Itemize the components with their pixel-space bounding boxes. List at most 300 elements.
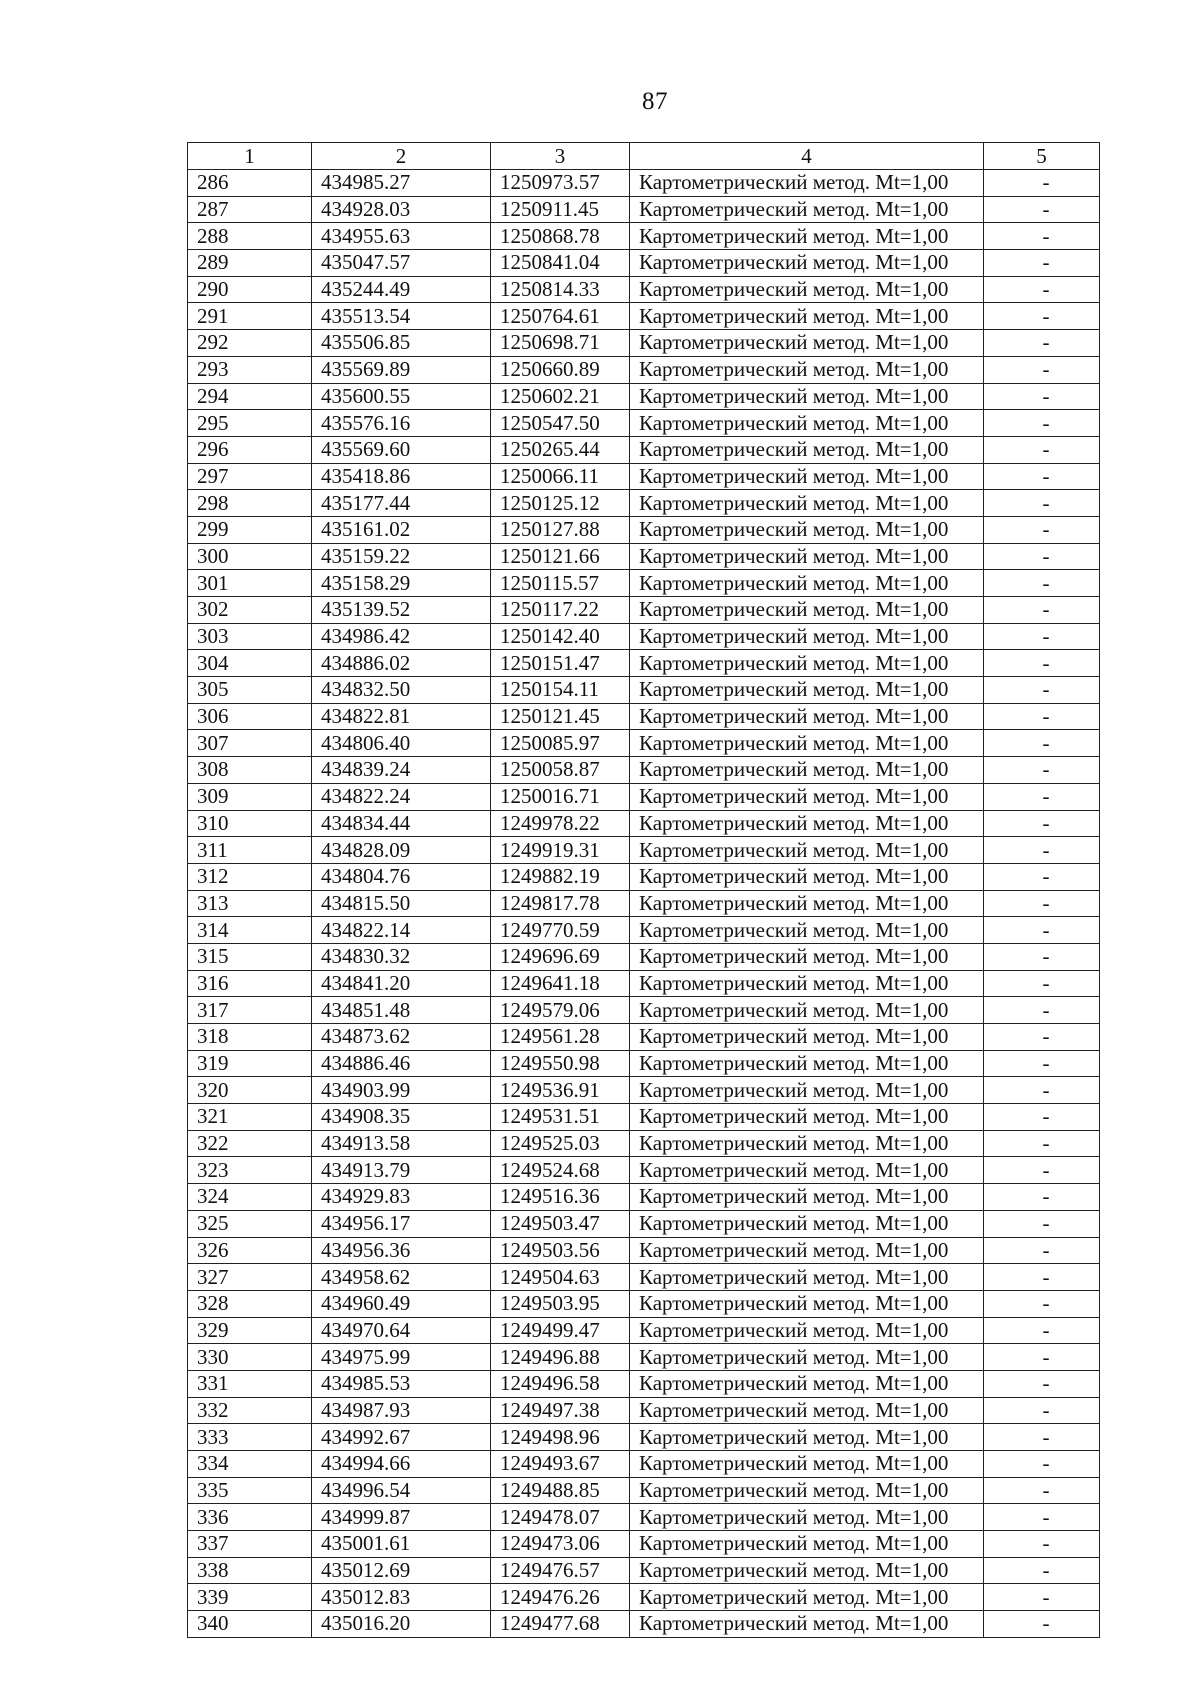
method-cell: Картометрический метод. Mt=1,00 bbox=[630, 1584, 984, 1611]
note-cell: - bbox=[984, 1050, 1100, 1077]
y-coordinate-cell: 1250764.61 bbox=[491, 303, 630, 330]
method-cell: Картометрический метод. Mt=1,00 bbox=[630, 1237, 984, 1264]
x-coordinate-cell: 435016.20 bbox=[312, 1611, 491, 1638]
point-number-cell: 289 bbox=[188, 250, 312, 277]
method-cell: Картометрический метод. Mt=1,00 bbox=[630, 730, 984, 757]
point-number-cell: 311 bbox=[188, 837, 312, 864]
y-coordinate-cell: 1249641.18 bbox=[491, 970, 630, 997]
point-number-cell: 318 bbox=[188, 1024, 312, 1051]
method-cell: Картометрический метод. Mt=1,00 bbox=[630, 196, 984, 223]
method-cell: Картометрический метод. Mt=1,00 bbox=[630, 276, 984, 303]
table-body bbox=[188, 170, 1100, 1638]
note-cell: - bbox=[984, 463, 1100, 490]
method-cell: Картометрический метод. Mt=1,00 bbox=[630, 1264, 984, 1291]
point-number-cell: 304 bbox=[188, 650, 312, 677]
x-coordinate-cell: 434975.99 bbox=[312, 1344, 491, 1371]
table-row bbox=[188, 463, 1100, 490]
point-number-cell: 296 bbox=[188, 436, 312, 463]
x-coordinate-cell: 435139.52 bbox=[312, 597, 491, 624]
x-coordinate-cell: 434996.54 bbox=[312, 1477, 491, 1504]
table-row bbox=[188, 1184, 1100, 1211]
y-coordinate-cell: 1249476.57 bbox=[491, 1557, 630, 1584]
point-number-cell: 293 bbox=[188, 356, 312, 383]
note-cell: - bbox=[984, 1077, 1100, 1104]
point-number-cell: 336 bbox=[188, 1504, 312, 1531]
y-coordinate-cell: 1249498.96 bbox=[491, 1424, 630, 1451]
method-cell: Картометрический метод. Mt=1,00 bbox=[630, 1210, 984, 1237]
y-coordinate-cell: 1249497.38 bbox=[491, 1397, 630, 1424]
x-coordinate-cell: 434992.67 bbox=[312, 1424, 491, 1451]
point-number-cell: 299 bbox=[188, 516, 312, 543]
x-coordinate-cell: 434830.32 bbox=[312, 943, 491, 970]
point-number-cell: 340 bbox=[188, 1611, 312, 1638]
x-coordinate-cell: 434822.24 bbox=[312, 783, 491, 810]
note-cell: - bbox=[984, 677, 1100, 704]
x-coordinate-cell: 435569.60 bbox=[312, 436, 491, 463]
point-number-cell: 309 bbox=[188, 783, 312, 810]
method-cell: Картометрический метод. Mt=1,00 bbox=[630, 837, 984, 864]
note-cell: - bbox=[984, 1397, 1100, 1424]
method-cell: Картометрический метод. Mt=1,00 bbox=[630, 356, 984, 383]
table-row bbox=[188, 196, 1100, 223]
table-row bbox=[188, 223, 1100, 250]
table-row bbox=[188, 410, 1100, 437]
point-number-cell: 288 bbox=[188, 223, 312, 250]
table-row bbox=[188, 250, 1100, 277]
point-number-cell: 334 bbox=[188, 1451, 312, 1478]
y-coordinate-cell: 1249770.59 bbox=[491, 917, 630, 944]
method-cell: Картометрический метод. Mt=1,00 bbox=[630, 997, 984, 1024]
y-coordinate-cell: 1249493.67 bbox=[491, 1451, 630, 1478]
y-coordinate-cell: 1249550.98 bbox=[491, 1050, 630, 1077]
note-cell: - bbox=[984, 970, 1100, 997]
note-cell: - bbox=[984, 997, 1100, 1024]
table-row bbox=[188, 356, 1100, 383]
note-cell: - bbox=[984, 250, 1100, 277]
x-coordinate-cell: 434828.09 bbox=[312, 837, 491, 864]
x-coordinate-cell: 434841.20 bbox=[312, 970, 491, 997]
method-cell: Картометрический метод. Mt=1,00 bbox=[630, 677, 984, 704]
x-coordinate-cell: 434956.36 bbox=[312, 1237, 491, 1264]
y-coordinate-cell: 1249496.58 bbox=[491, 1370, 630, 1397]
method-cell: Картометрический метод. Mt=1,00 bbox=[630, 303, 984, 330]
coordinates-table bbox=[187, 142, 1100, 1638]
note-cell: - bbox=[984, 1477, 1100, 1504]
table-row bbox=[188, 1237, 1100, 1264]
point-number-cell: 330 bbox=[188, 1344, 312, 1371]
table-row bbox=[188, 1344, 1100, 1371]
point-number-cell: 326 bbox=[188, 1237, 312, 1264]
y-coordinate-cell: 1250265.44 bbox=[491, 436, 630, 463]
x-coordinate-cell: 434913.79 bbox=[312, 1157, 491, 1184]
table-row bbox=[188, 1424, 1100, 1451]
table-row bbox=[188, 170, 1100, 197]
method-cell: Картометрический метод. Mt=1,00 bbox=[630, 597, 984, 624]
table-row bbox=[188, 623, 1100, 650]
y-coordinate-cell: 1250602.21 bbox=[491, 383, 630, 410]
point-number-cell: 305 bbox=[188, 677, 312, 704]
header-col-2: 2 bbox=[312, 143, 491, 170]
header-col-1: 1 bbox=[188, 143, 312, 170]
x-coordinate-cell: 435576.16 bbox=[312, 410, 491, 437]
note-cell: - bbox=[984, 1424, 1100, 1451]
table-row bbox=[188, 1584, 1100, 1611]
x-coordinate-cell: 435244.49 bbox=[312, 276, 491, 303]
y-coordinate-cell: 1249476.26 bbox=[491, 1584, 630, 1611]
point-number-cell: 290 bbox=[188, 276, 312, 303]
y-coordinate-cell: 1250115.57 bbox=[491, 570, 630, 597]
method-cell: Картометрический метод. Mt=1,00 bbox=[630, 1290, 984, 1317]
x-coordinate-cell: 434994.66 bbox=[312, 1451, 491, 1478]
point-number-cell: 312 bbox=[188, 863, 312, 890]
note-cell: - bbox=[984, 1370, 1100, 1397]
y-coordinate-cell: 1249817.78 bbox=[491, 890, 630, 917]
y-coordinate-cell: 1250151.47 bbox=[491, 650, 630, 677]
table-row bbox=[188, 890, 1100, 917]
method-cell: Картометрический метод. Mt=1,00 bbox=[630, 516, 984, 543]
point-number-cell: 325 bbox=[188, 1210, 312, 1237]
y-coordinate-cell: 1249503.95 bbox=[491, 1290, 630, 1317]
point-number-cell: 302 bbox=[188, 597, 312, 624]
point-number-cell: 297 bbox=[188, 463, 312, 490]
note-cell: - bbox=[984, 1264, 1100, 1291]
method-cell: Картометрический метод. Mt=1,00 bbox=[630, 383, 984, 410]
point-number-cell: 333 bbox=[188, 1424, 312, 1451]
note-cell: - bbox=[984, 1157, 1100, 1184]
x-coordinate-cell: 435012.83 bbox=[312, 1584, 491, 1611]
y-coordinate-cell: 1250911.45 bbox=[491, 196, 630, 223]
x-coordinate-cell: 435159.22 bbox=[312, 543, 491, 570]
point-number-cell: 339 bbox=[188, 1584, 312, 1611]
x-coordinate-cell: 434985.53 bbox=[312, 1370, 491, 1397]
table-row bbox=[188, 436, 1100, 463]
note-cell: - bbox=[984, 170, 1100, 197]
note-cell: - bbox=[984, 837, 1100, 864]
x-coordinate-cell: 434804.76 bbox=[312, 863, 491, 890]
note-cell: - bbox=[984, 383, 1100, 410]
method-cell: Картометрический метод. Mt=1,00 bbox=[630, 1424, 984, 1451]
point-number-cell: 324 bbox=[188, 1184, 312, 1211]
point-number-cell: 286 bbox=[188, 170, 312, 197]
y-coordinate-cell: 1249696.69 bbox=[491, 943, 630, 970]
table-row bbox=[188, 1451, 1100, 1478]
y-coordinate-cell: 1249536.91 bbox=[491, 1077, 630, 1104]
table-row bbox=[188, 837, 1100, 864]
table-row bbox=[188, 1157, 1100, 1184]
table-row bbox=[188, 1024, 1100, 1051]
x-coordinate-cell: 434822.81 bbox=[312, 703, 491, 730]
y-coordinate-cell: 1249503.47 bbox=[491, 1210, 630, 1237]
page-number: 87 bbox=[642, 88, 668, 115]
method-cell: Картометрический метод. Mt=1,00 bbox=[630, 1451, 984, 1478]
note-cell: - bbox=[984, 303, 1100, 330]
table-row bbox=[188, 1050, 1100, 1077]
method-cell: Картометрический метод. Mt=1,00 bbox=[630, 463, 984, 490]
x-coordinate-cell: 434815.50 bbox=[312, 890, 491, 917]
note-cell: - bbox=[984, 623, 1100, 650]
y-coordinate-cell: 1249499.47 bbox=[491, 1317, 630, 1344]
y-coordinate-cell: 1250016.71 bbox=[491, 783, 630, 810]
y-coordinate-cell: 1250973.57 bbox=[491, 170, 630, 197]
table-row bbox=[188, 810, 1100, 837]
x-coordinate-cell: 434873.62 bbox=[312, 1024, 491, 1051]
table-row bbox=[188, 490, 1100, 517]
table-row bbox=[188, 1477, 1100, 1504]
x-coordinate-cell: 434806.40 bbox=[312, 730, 491, 757]
x-coordinate-cell: 434908.35 bbox=[312, 1104, 491, 1131]
table-row bbox=[188, 1504, 1100, 1531]
method-cell: Картометрический метод. Mt=1,00 bbox=[630, 1477, 984, 1504]
y-coordinate-cell: 1249579.06 bbox=[491, 997, 630, 1024]
table-row bbox=[188, 650, 1100, 677]
table-row bbox=[188, 863, 1100, 890]
y-coordinate-cell: 1250142.40 bbox=[491, 623, 630, 650]
table-row bbox=[188, 303, 1100, 330]
x-coordinate-cell: 434999.87 bbox=[312, 1504, 491, 1531]
note-cell: - bbox=[984, 650, 1100, 677]
method-cell: Картометрический метод. Mt=1,00 bbox=[630, 650, 984, 677]
x-coordinate-cell: 434928.03 bbox=[312, 196, 491, 223]
point-number-cell: 320 bbox=[188, 1077, 312, 1104]
note-cell: - bbox=[984, 943, 1100, 970]
point-number-cell: 335 bbox=[188, 1477, 312, 1504]
table-row bbox=[188, 783, 1100, 810]
table-row bbox=[188, 1531, 1100, 1558]
note-cell: - bbox=[984, 597, 1100, 624]
method-cell: Картометрический метод. Mt=1,00 bbox=[630, 1370, 984, 1397]
y-coordinate-cell: 1250698.71 bbox=[491, 330, 630, 357]
x-coordinate-cell: 435001.61 bbox=[312, 1531, 491, 1558]
x-coordinate-cell: 434886.02 bbox=[312, 650, 491, 677]
table-row bbox=[188, 730, 1100, 757]
note-cell: - bbox=[984, 1024, 1100, 1051]
y-coordinate-cell: 1250154.11 bbox=[491, 677, 630, 704]
table-row bbox=[188, 1264, 1100, 1291]
x-coordinate-cell: 434958.62 bbox=[312, 1264, 491, 1291]
note-cell: - bbox=[984, 410, 1100, 437]
y-coordinate-cell: 1249978.22 bbox=[491, 810, 630, 837]
point-number-cell: 310 bbox=[188, 810, 312, 837]
point-number-cell: 323 bbox=[188, 1157, 312, 1184]
point-number-cell: 329 bbox=[188, 1317, 312, 1344]
x-coordinate-cell: 434832.50 bbox=[312, 677, 491, 704]
point-number-cell: 331 bbox=[188, 1370, 312, 1397]
point-number-cell: 317 bbox=[188, 997, 312, 1024]
method-cell: Картометрический метод. Mt=1,00 bbox=[630, 1050, 984, 1077]
y-coordinate-cell: 1250868.78 bbox=[491, 223, 630, 250]
point-number-cell: 322 bbox=[188, 1130, 312, 1157]
method-cell: Картометрический метод. Mt=1,00 bbox=[630, 1157, 984, 1184]
point-number-cell: 316 bbox=[188, 970, 312, 997]
note-cell: - bbox=[984, 1344, 1100, 1371]
x-coordinate-cell: 434886.46 bbox=[312, 1050, 491, 1077]
y-coordinate-cell: 1250660.89 bbox=[491, 356, 630, 383]
point-number-cell: 332 bbox=[188, 1397, 312, 1424]
method-cell: Картометрический метод. Mt=1,00 bbox=[630, 890, 984, 917]
method-cell: Картометрический метод. Mt=1,00 bbox=[630, 863, 984, 890]
method-cell: Картометрический метод. Mt=1,00 bbox=[630, 917, 984, 944]
x-coordinate-cell: 435569.89 bbox=[312, 356, 491, 383]
note-cell: - bbox=[984, 1557, 1100, 1584]
method-cell: Картометрический метод. Mt=1,00 bbox=[630, 1130, 984, 1157]
note-cell: - bbox=[984, 356, 1100, 383]
method-cell: Картометрический метод. Mt=1,00 bbox=[630, 1317, 984, 1344]
note-cell: - bbox=[984, 1237, 1100, 1264]
table-row bbox=[188, 1104, 1100, 1131]
x-coordinate-cell: 434956.17 bbox=[312, 1210, 491, 1237]
method-cell: Картометрический метод. Mt=1,00 bbox=[630, 943, 984, 970]
y-coordinate-cell: 1249473.06 bbox=[491, 1531, 630, 1558]
point-number-cell: 298 bbox=[188, 490, 312, 517]
x-coordinate-cell: 434955.63 bbox=[312, 223, 491, 250]
point-number-cell: 306 bbox=[188, 703, 312, 730]
y-coordinate-cell: 1250841.04 bbox=[491, 250, 630, 277]
x-coordinate-cell: 435161.02 bbox=[312, 516, 491, 543]
y-coordinate-cell: 1250814.33 bbox=[491, 276, 630, 303]
point-number-cell: 313 bbox=[188, 890, 312, 917]
table-row bbox=[188, 1290, 1100, 1317]
point-number-cell: 328 bbox=[188, 1290, 312, 1317]
point-number-cell: 294 bbox=[188, 383, 312, 410]
y-coordinate-cell: 1249524.68 bbox=[491, 1157, 630, 1184]
point-number-cell: 292 bbox=[188, 330, 312, 357]
table-header-row bbox=[188, 143, 1100, 170]
y-coordinate-cell: 1249561.28 bbox=[491, 1024, 630, 1051]
method-cell: Картометрический метод. Mt=1,00 bbox=[630, 570, 984, 597]
x-coordinate-cell: 434960.49 bbox=[312, 1290, 491, 1317]
note-cell: - bbox=[984, 1317, 1100, 1344]
note-cell: - bbox=[984, 436, 1100, 463]
method-cell: Картометрический метод. Mt=1,00 bbox=[630, 490, 984, 517]
point-number-cell: 287 bbox=[188, 196, 312, 223]
y-coordinate-cell: 1250058.87 bbox=[491, 757, 630, 784]
y-coordinate-cell: 1250066.11 bbox=[491, 463, 630, 490]
y-coordinate-cell: 1250127.88 bbox=[491, 516, 630, 543]
x-coordinate-cell: 435506.85 bbox=[312, 330, 491, 357]
table-row bbox=[188, 997, 1100, 1024]
y-coordinate-cell: 1249882.19 bbox=[491, 863, 630, 890]
x-coordinate-cell: 435158.29 bbox=[312, 570, 491, 597]
header-col-4: 4 bbox=[630, 143, 984, 170]
note-cell: - bbox=[984, 1451, 1100, 1478]
point-number-cell: 307 bbox=[188, 730, 312, 757]
y-coordinate-cell: 1249919.31 bbox=[491, 837, 630, 864]
table-row bbox=[188, 703, 1100, 730]
point-number-cell: 319 bbox=[188, 1050, 312, 1077]
x-coordinate-cell: 435418.86 bbox=[312, 463, 491, 490]
y-coordinate-cell: 1250117.22 bbox=[491, 597, 630, 624]
y-coordinate-cell: 1249477.68 bbox=[491, 1611, 630, 1638]
x-coordinate-cell: 434851.48 bbox=[312, 997, 491, 1024]
method-cell: Картометрический метод. Mt=1,00 bbox=[630, 410, 984, 437]
note-cell: - bbox=[984, 783, 1100, 810]
table-row bbox=[188, 330, 1100, 357]
point-number-cell: 338 bbox=[188, 1557, 312, 1584]
note-cell: - bbox=[984, 330, 1100, 357]
x-coordinate-cell: 434970.64 bbox=[312, 1317, 491, 1344]
x-coordinate-cell: 434834.44 bbox=[312, 810, 491, 837]
note-cell: - bbox=[984, 1290, 1100, 1317]
table-row bbox=[188, 1210, 1100, 1237]
header-col-3: 3 bbox=[491, 143, 630, 170]
table-row bbox=[188, 570, 1100, 597]
y-coordinate-cell: 1249516.36 bbox=[491, 1184, 630, 1211]
method-cell: Картометрический метод. Mt=1,00 bbox=[630, 1611, 984, 1638]
note-cell: - bbox=[984, 223, 1100, 250]
method-cell: Картометрический метод. Mt=1,00 bbox=[630, 1531, 984, 1558]
note-cell: - bbox=[984, 730, 1100, 757]
method-cell: Картометрический метод. Mt=1,00 bbox=[630, 436, 984, 463]
point-number-cell: 295 bbox=[188, 410, 312, 437]
table-row bbox=[188, 1611, 1100, 1638]
method-cell: Картометрический метод. Mt=1,00 bbox=[630, 1024, 984, 1051]
method-cell: Картометрический метод. Mt=1,00 bbox=[630, 783, 984, 810]
x-coordinate-cell: 435600.55 bbox=[312, 383, 491, 410]
method-cell: Картометрический метод. Mt=1,00 bbox=[630, 1104, 984, 1131]
point-number-cell: 308 bbox=[188, 757, 312, 784]
x-coordinate-cell: 434822.14 bbox=[312, 917, 491, 944]
table-row bbox=[188, 516, 1100, 543]
x-coordinate-cell: 434929.83 bbox=[312, 1184, 491, 1211]
method-cell: Картометрический метод. Mt=1,00 bbox=[630, 1504, 984, 1531]
x-coordinate-cell: 435047.57 bbox=[312, 250, 491, 277]
point-number-cell: 303 bbox=[188, 623, 312, 650]
method-cell: Картометрический метод. Mt=1,00 bbox=[630, 970, 984, 997]
x-coordinate-cell: 435177.44 bbox=[312, 490, 491, 517]
table-row bbox=[188, 1397, 1100, 1424]
method-cell: Картометрический метод. Mt=1,00 bbox=[630, 757, 984, 784]
note-cell: - bbox=[984, 490, 1100, 517]
method-cell: Картометрический метод. Mt=1,00 bbox=[630, 250, 984, 277]
table-row bbox=[188, 677, 1100, 704]
y-coordinate-cell: 1250085.97 bbox=[491, 730, 630, 757]
y-coordinate-cell: 1250121.66 bbox=[491, 543, 630, 570]
table-row bbox=[188, 1077, 1100, 1104]
note-cell: - bbox=[984, 1584, 1100, 1611]
method-cell: Картометрический метод. Mt=1,00 bbox=[630, 543, 984, 570]
note-cell: - bbox=[984, 917, 1100, 944]
method-cell: Картометрический метод. Mt=1,00 bbox=[630, 1397, 984, 1424]
table-row bbox=[188, 1370, 1100, 1397]
x-coordinate-cell: 434913.58 bbox=[312, 1130, 491, 1157]
point-number-cell: 327 bbox=[188, 1264, 312, 1291]
x-coordinate-cell: 435513.54 bbox=[312, 303, 491, 330]
point-number-cell: 314 bbox=[188, 917, 312, 944]
y-coordinate-cell: 1249478.07 bbox=[491, 1504, 630, 1531]
note-cell: - bbox=[984, 757, 1100, 784]
point-number-cell: 291 bbox=[188, 303, 312, 330]
y-coordinate-cell: 1249525.03 bbox=[491, 1130, 630, 1157]
method-cell: Картометрический метод. Mt=1,00 bbox=[630, 223, 984, 250]
table-row bbox=[188, 917, 1100, 944]
note-cell: - bbox=[984, 543, 1100, 570]
note-cell: - bbox=[984, 810, 1100, 837]
method-cell: Картометрический метод. Mt=1,00 bbox=[630, 1184, 984, 1211]
x-coordinate-cell: 434986.42 bbox=[312, 623, 491, 650]
note-cell: - bbox=[984, 516, 1100, 543]
point-number-cell: 321 bbox=[188, 1104, 312, 1131]
note-cell: - bbox=[984, 570, 1100, 597]
x-coordinate-cell: 434839.24 bbox=[312, 757, 491, 784]
note-cell: - bbox=[984, 1184, 1100, 1211]
note-cell: - bbox=[984, 1611, 1100, 1638]
note-cell: - bbox=[984, 1210, 1100, 1237]
y-coordinate-cell: 1250121.45 bbox=[491, 703, 630, 730]
note-cell: - bbox=[984, 1504, 1100, 1531]
point-number-cell: 315 bbox=[188, 943, 312, 970]
y-coordinate-cell: 1249531.51 bbox=[491, 1104, 630, 1131]
x-coordinate-cell: 435012.69 bbox=[312, 1557, 491, 1584]
